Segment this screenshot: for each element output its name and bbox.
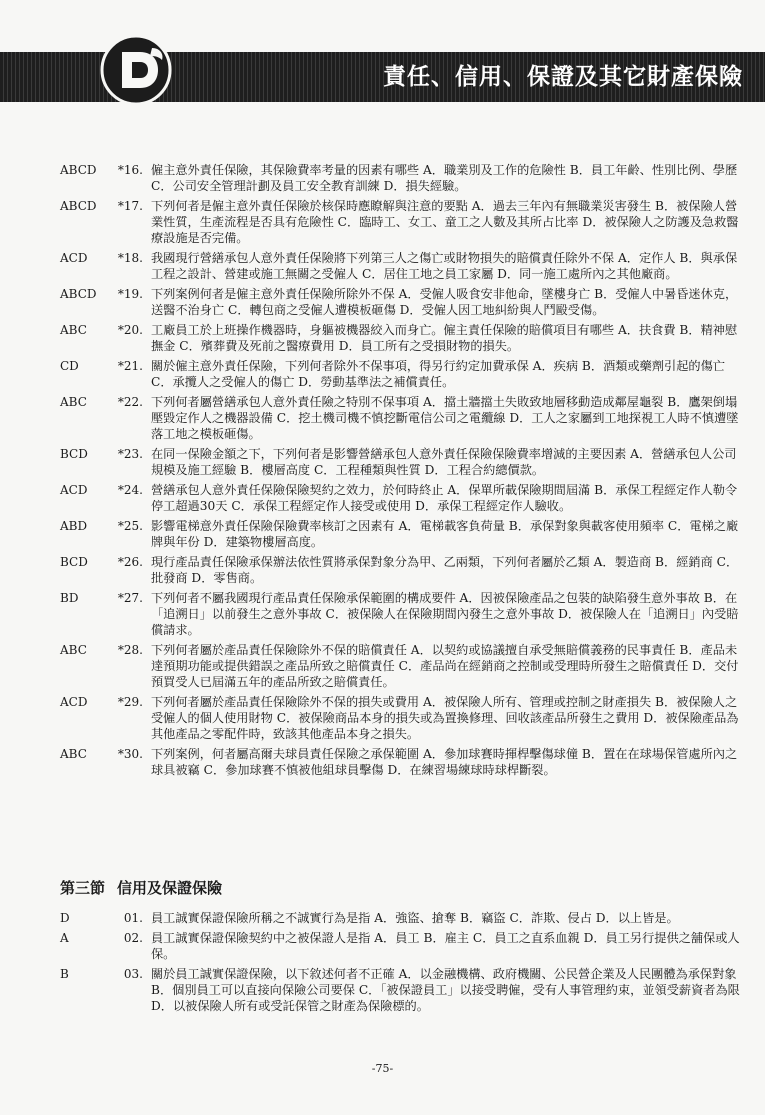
question-text: 營繕承包人意外責任保險保險契約之效力，於何時終止 A．保單所載保險期間屆滿 B．承保工程經定作人勒令停工超過30天 C．承保工程經定作人接受或使用 D．承保工程經定作人驗收。 (151, 483, 738, 513)
question-number: 03. (123, 967, 143, 981)
question-number: *29. (117, 695, 143, 709)
answer-key: ABC (60, 323, 87, 337)
answer-key: ABC (60, 643, 87, 657)
question-item (60, 590, 740, 638)
section-label: 第三節 (60, 879, 106, 897)
question-text: 影響電梯意外責任保險保險費率核訂之因素有 A．電梯載客負荷量 B．承保對象與載客使用頻率 C．電梯之廠牌與年份 D．建築物樓層高度。 (151, 519, 739, 549)
question-item (60, 358, 740, 390)
question-number: *18. (117, 251, 143, 265)
question-number: *24. (117, 483, 143, 497)
chapter-title: 責任、信用、保證及其它財產保險 (383, 64, 743, 90)
answer-key: A (60, 931, 69, 945)
question-item (60, 286, 740, 318)
question-number: *23. (117, 447, 143, 461)
question-number: *19. (117, 287, 143, 301)
question-text: 關於員工誠實保證保險，以下敘述何者不正確 A．以金融機構、政府機關、公民營企業及人民團體為承保對象 B．個別員工可以直接向保險公司要保 C．「被保證員工」以接受聘僱，受有人事管理約束，並領受薪資者為限 D．以被保險人所有或受託保管之財產為保險標的。 (151, 967, 740, 1013)
question-text: 關於僱主意外責任保險，下列何者除外不保事項，得另行約定加費承保 A．疾病 B．酒類或藥劑引起的傷亡 C．承攬人之受僱人的傷亡 D．勞動基準法之補償責任。 (151, 359, 725, 389)
question-item (60, 642, 740, 690)
question-text: 下列何者屬營繕承包人意外責任險之特別不保事項 A．擋土牆擋土失敗致地層移動造成鄰屋龜裂 B．鷹架倒塌壓毀定作人之機器設備 C．挖土機司機不慎挖斷電信公司之電纜線 D．工人之家屬到工地探視工人時不慎遭墜落工地之模板砸傷。 (151, 395, 739, 441)
section-question-list (60, 910, 740, 1018)
answer-key: ABCD (60, 163, 97, 177)
question-item (60, 746, 740, 778)
question-list (60, 162, 740, 782)
question-item (60, 966, 740, 1014)
answer-key: B (60, 967, 69, 981)
answer-key: BCD (60, 555, 88, 569)
question-item (60, 162, 740, 194)
section-heading (60, 877, 222, 898)
answer-key: D (60, 911, 70, 925)
question-item (60, 322, 740, 354)
answer-key: ABD (60, 519, 88, 533)
question-text: 下列何者不屬我國現行產品責任保險承保範圍的構成要件 A．因被保險產品之包裝的缺陷發生意外事故 B．在「追溯日」以前發生之意外事故 C．被保險人在保險期間內發生之意外事故 D．被保險人在「追溯日」內受賠償請求。 (151, 591, 739, 637)
question-number: *28. (117, 643, 143, 657)
question-item (60, 518, 740, 550)
question-item (60, 910, 740, 926)
answer-key: ABCD (60, 199, 97, 213)
question-text: 下列案例何者是僱主意外責任保險所除外不保 A．受僱人吸食安非他命，墜樓身亡 B．受僱人中暑昏迷休克，送醫不治身亡 C．轉包商之受僱人遭模板砸傷 D．受僱人因工地糾紛與人鬥毆受傷。 (151, 287, 738, 317)
question-item (60, 554, 740, 586)
question-item (60, 482, 740, 514)
question-item (60, 198, 740, 246)
question-item (60, 250, 740, 282)
question-text: 工廠員工於上班操作機器時，身軀被機器絞入而身亡。僱主責任保險的賠償項目有哪些 A．扶食費 B．精神慰撫金 C．殯葬費及死前之醫療費用 D．員工所有之受損財物的損失。 (151, 323, 738, 353)
question-text: 下列何者是僱主意外責任保險於核保時應瞭解與注意的要點 A．過去三年內有無職業災害發生 B．被保險人營業性質，生產流程是否具有危險性 C．臨時工、女工、童工之人數及其所占比率 D．被保險人之防護及急救醫療設施是否完備。 (151, 199, 739, 245)
question-text: 下列何者屬於產品責任保險除外不保的賠償責任 A．以契約或協議擅自承受無賠償義務的民事責任 B．產品未達預期功能或提供錯誤之產品所致之賠償責任 C．產品尚在經銷商之控制或受理時所發生之賠償責任 D．交付預買受人已屆滿五年的產品所致之賠償責任。 (151, 643, 739, 689)
answer-key: ACD (60, 695, 88, 709)
question-number: *30. (117, 747, 143, 761)
question-item (60, 694, 740, 742)
question-number: *16. (117, 163, 143, 177)
question-number: *20. (117, 323, 143, 337)
question-text: 現行產品責任保險承保辦法依性質將承保對象分為甲、乙兩類，下列何者屬於乙類 A．製造商 B．經銷商 C．批發商 D．零售商。 (151, 555, 739, 585)
question-text: 下列案例，何者屬高爾夫球員責任保險之承保範圍 A．參加球賽時揮桿擊傷球僮 B．置在在球場保管處所內之球具被竊 C．參加球賽不慎被他組球員擊傷 D．在練習場練球時球桿斷裂。 (151, 747, 738, 777)
page-number: -75- (371, 1062, 394, 1075)
question-text: 下列何者屬於產品責任保險除外不保的損失或費用 A．被保險人所有、管理或控制之財產損失 B．被保險人之受僱人的個人使用財物 C．被保險商品本身的損失或為置換修理、回收該產品所發生之費用 D．被保險產品為其他產品之零配件時，致該其他產品本身之損失。 (151, 695, 739, 741)
question-text: 僱主意外責任保險，其保險費率考量的因素有哪些 A．職業別及工作的危險性 B．員工年齡、性別比例、學歷 C．公司安全管理計劃及員工安全教育訓練 D．損失經驗。 (151, 163, 738, 193)
answer-key: ACD (60, 483, 88, 497)
answer-key: ABC (60, 747, 87, 761)
question-number: *27. (117, 591, 143, 605)
question-text: 員工誠實保證保險所稱之不誠實行為是指 A．強盜、搶奪 B．竊盜 C．詐欺、侵占 D．以上皆是。 (151, 911, 679, 925)
answer-key: ACD (60, 251, 88, 265)
question-number: 01. (123, 911, 143, 925)
section-title: 信用及保證保險 (117, 879, 223, 897)
question-text: 在同一保險金額之下，下列何者是影響營繕承包人意外責任保險保險費率增減的主要因素 A．營繕承包人公司規模及施工經驗 B．樓層高度 C．工程種類與性質 D．工程合約總價款。 (151, 447, 737, 477)
question-number: *22. (117, 395, 143, 409)
question-number: 02. (123, 931, 143, 945)
question-number: *21. (117, 359, 143, 373)
question-item (60, 446, 740, 478)
answer-key: ABCD (60, 287, 97, 301)
question-number: *25. (117, 519, 143, 533)
question-item (60, 930, 740, 962)
answer-key: BD (60, 591, 79, 605)
question-item (60, 394, 740, 442)
answer-key: ABC (60, 395, 87, 409)
question-text: 我國現行營繕承包人意外責任保險將下列第三人之傷亡或財物損失的賠償責任除外不保 A．定作人 B．與承保工程之設計、營建或施工無關之受僱人 C．居住工地之員工家屬 D．同一施工處所內之其他廠商。 (151, 251, 738, 281)
answer-key: BCD (60, 447, 88, 461)
question-number: *17. (117, 199, 143, 213)
publisher-logo-icon (100, 34, 172, 106)
question-number: *26. (117, 555, 143, 569)
answer-key: CD (60, 359, 79, 373)
question-text: 員工誠實保證保險契約中之被保證人是指 A．員工 B．雇主 C．員工之直系血親 D．員工另行提供之舖保或人保。 (151, 931, 740, 961)
